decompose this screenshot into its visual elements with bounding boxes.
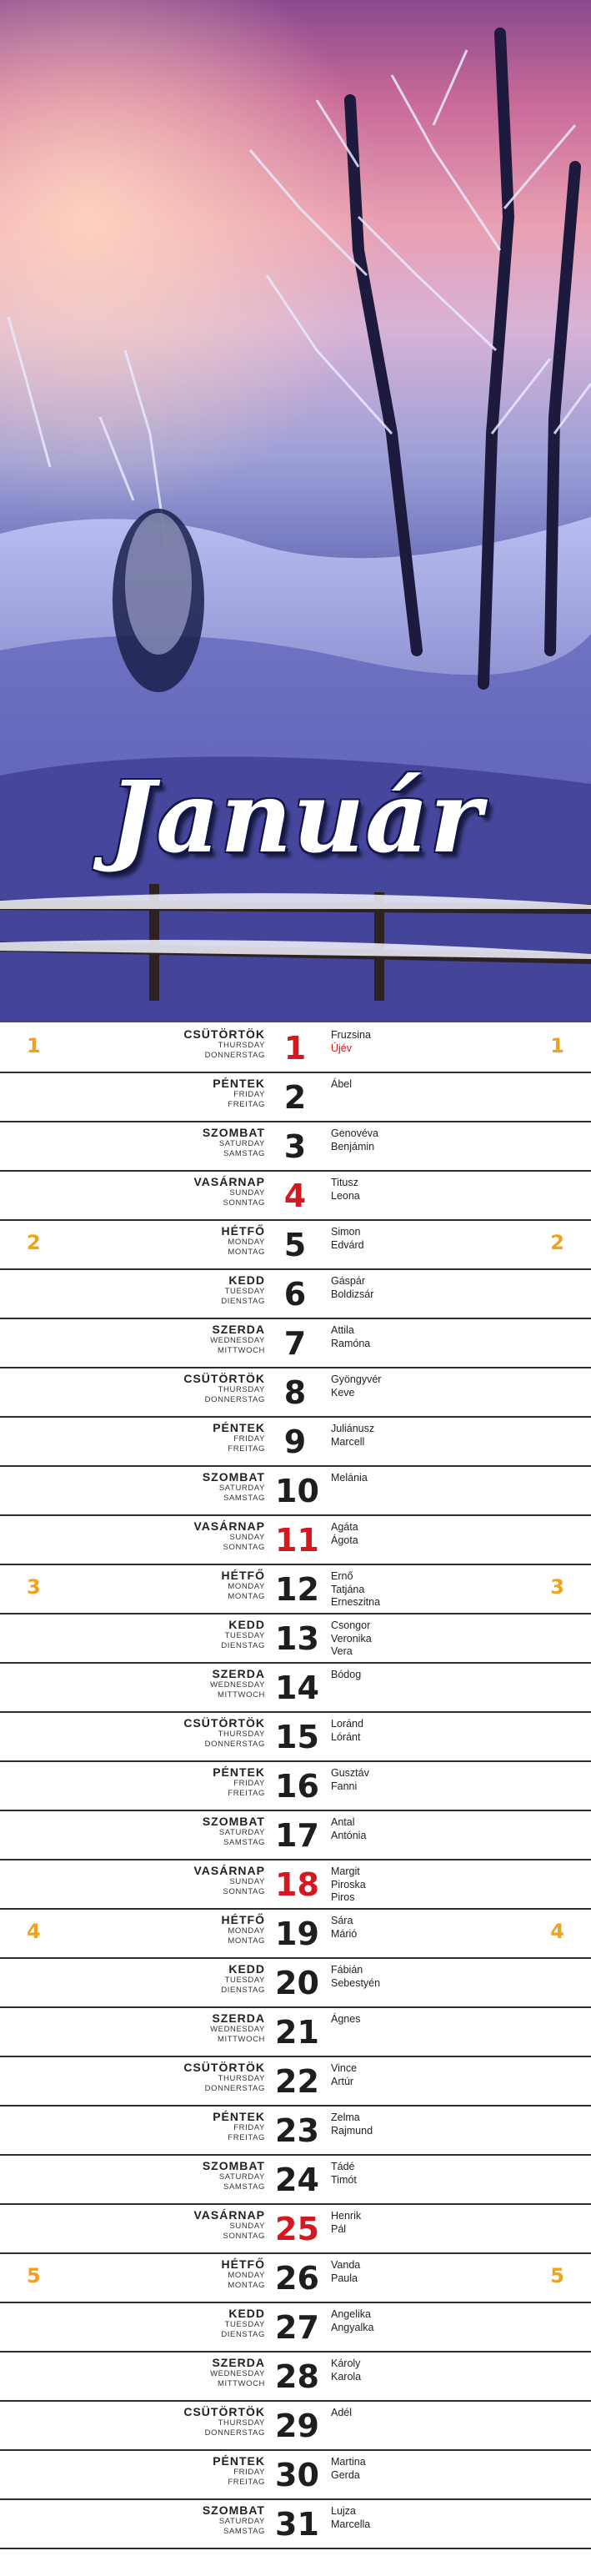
weekday-de: DIENSTAG (221, 1640, 265, 1650)
day-number: 5 (283, 1227, 307, 1263)
name-day: Boldizsár (331, 1288, 374, 1300)
weekday-de: SAMSTAG (223, 2182, 265, 2192)
day-row (0, 2254, 591, 2303)
day-number: 3 (283, 1128, 307, 1165)
day-row (0, 1762, 591, 1811)
day-number: 1 (283, 1030, 307, 1067)
winter-landscape-photo (0, 0, 591, 1022)
weekday-en: WEDNESDAY (210, 2369, 265, 2378)
weekday-hu: PÉNTEK (213, 1077, 265, 1090)
weekday-en: SATURDAY (218, 2172, 265, 2182)
day-row (0, 1664, 591, 1713)
name-days (331, 1915, 357, 1941)
week-number-left: 2 (27, 1231, 41, 1254)
day-row (0, 1024, 591, 1073)
week-number-right: 2 (550, 1231, 564, 1254)
name-day: Vince (331, 2062, 358, 2074)
name-days (331, 1816, 366, 1842)
weekday-de: FREITAG (228, 1788, 265, 1798)
week-number-left: 4 (27, 1920, 41, 1943)
name-day: Gusztáv (331, 1767, 369, 1779)
name-day: Vera (331, 1645, 353, 1657)
weekday-en: MONDAY (228, 2271, 265, 2280)
day-number: 24 (275, 2162, 319, 2198)
weekday-labels (193, 2209, 265, 2240)
weekday-hu: HÉTFŐ (221, 1224, 265, 1238)
weekday-hu: HÉTFŐ (221, 1913, 265, 1926)
weekday-labels (213, 1077, 265, 1108)
day-number: 11 (275, 1522, 319, 1559)
name-day: Ramóna (331, 1337, 371, 1349)
name-days (331, 1324, 370, 1350)
name-day: Ábel (331, 1078, 353, 1090)
weekday-hu: VASÁRNAP (193, 1864, 265, 1877)
day-row (0, 1122, 591, 1172)
day-number: 4 (283, 1178, 307, 1214)
week-number-left: 5 (27, 2264, 41, 2287)
weekday-en: THURSDAY (218, 2074, 265, 2083)
day-number: 21 (275, 2014, 319, 2051)
day-row (0, 1516, 591, 1565)
day-row (0, 1565, 591, 1614)
weekday-hu: PÉNTEK (213, 1421, 265, 1434)
day-number: 6 (283, 1276, 307, 1313)
weekday-labels (203, 2504, 265, 2535)
day-number: 18 (275, 1866, 319, 1903)
weekday-labels (203, 1815, 265, 1846)
weekday-de: SAMSTAG (223, 1837, 265, 1847)
day-row (0, 1073, 591, 1122)
weekday-labels (222, 1569, 265, 1600)
day-number: 31 (275, 2506, 319, 2543)
weekday-de: SONNTAG (223, 1198, 265, 1208)
weekday-de: SAMSTAG (223, 2526, 265, 2536)
weekday-hu: CSÜTÖRTÖK (183, 1027, 265, 1041)
weekday-labels (183, 1373, 265, 1403)
weekday-hu: KEDD (228, 1618, 265, 1631)
weekday-en: MONDAY (228, 1238, 265, 1247)
day-number: 13 (275, 1620, 319, 1657)
name-days (331, 1226, 364, 1252)
weekday-de: FREITAG (228, 1444, 265, 1454)
day-number: 8 (283, 1374, 307, 1411)
weekday-labels (221, 1274, 265, 1305)
weekday-en: WEDNESDAY (210, 1336, 265, 1345)
weekday-de: DONNERSTAG (204, 2428, 265, 2438)
week-number-right: 4 (550, 1920, 564, 1943)
weekday-hu: SZERDA (212, 1667, 265, 1680)
weekday-en: SATURDAY (218, 2517, 265, 2526)
week-number-left: 1 (27, 1034, 41, 1057)
name-day: Marcella (331, 2518, 371, 2530)
weekday-en: TUESDAY (224, 1287, 265, 1296)
name-day: Sára (331, 1915, 353, 1926)
weekday-de: SAMSTAG (223, 1493, 265, 1503)
weekday-de: MITTWOCH (217, 1690, 265, 1700)
weekday-de: DONNERSTAG (204, 1739, 265, 1749)
name-day: Ernő (331, 1570, 353, 1582)
day-row (0, 1418, 591, 1467)
name-day: Simon (331, 1226, 361, 1238)
name-days (331, 1472, 368, 1485)
weekday-en: WEDNESDAY (210, 1680, 265, 1690)
day-number: 23 (275, 2112, 319, 2149)
weekday-hu: SZERDA (212, 2011, 265, 2025)
day-row (0, 2353, 591, 2402)
day-row (0, 1172, 591, 1221)
name-days (331, 1570, 380, 1609)
weekday-hu: SZOMBAT (202, 2159, 265, 2172)
weekday-hu: KEDD (228, 2307, 265, 2320)
name-days (331, 2259, 360, 2285)
weekday-en: MONDAY (228, 1926, 265, 1936)
weekday-de: SONNTAG (223, 1886, 265, 1896)
weekday-hu: CSÜTÖRTÖK (183, 1716, 265, 1730)
name-day: Fruzsina (331, 1029, 371, 1041)
weekday-labels (221, 1963, 265, 1994)
name-days (331, 2112, 373, 2137)
weekday-de: MONTAG (228, 1936, 265, 1946)
weekday-en: TUESDAY (224, 1631, 265, 1640)
day-number: 22 (275, 2063, 319, 2100)
weekday-labels (222, 1225, 265, 1256)
weekday-en: TUESDAY (224, 2320, 265, 2329)
name-day: Adél (331, 2407, 353, 2418)
name-days (331, 1865, 366, 1905)
day-row (0, 1467, 591, 1516)
name-day: Csongor (331, 1619, 371, 1631)
day-number: 2 (283, 1079, 307, 1116)
weekday-hu: SZERDA (212, 2356, 265, 2369)
name-day: Lujza (331, 2505, 356, 2517)
weekday-de: MONTAG (228, 2280, 265, 2290)
weekday-labels (221, 1619, 265, 1650)
name-day: Genovéva (331, 1127, 378, 1139)
name-day: Karola (331, 2370, 362, 2383)
week-number-right: 1 (550, 1034, 564, 1057)
weekday-de: DONNERSTAG (204, 2083, 265, 2093)
weekday-en: SATURDAY (218, 1828, 265, 1837)
day-number: 27 (275, 2309, 319, 2346)
day-number: 30 (275, 2457, 319, 2493)
day-row (0, 2106, 591, 2156)
name-day: Attila (331, 1324, 354, 1336)
weekday-hu: PÉNTEK (213, 2110, 265, 2123)
weekday-de: DIENSTAG (221, 1985, 265, 1995)
weekday-en: SATURDAY (218, 1484, 265, 1493)
name-days (331, 2456, 366, 2482)
day-row (0, 2156, 591, 2205)
name-days (331, 2062, 357, 2088)
name-day: Rajmund (331, 2124, 373, 2137)
name-days (331, 2358, 361, 2383)
weekday-en: WEDNESDAY (210, 2025, 265, 2034)
day-row (0, 2057, 591, 2106)
name-day: Bódog (331, 1669, 362, 1680)
weekday-en: FRIDAY (233, 1779, 265, 1788)
weekday-en: FRIDAY (233, 2123, 265, 2132)
day-row (0, 1270, 591, 1319)
day-row (0, 2500, 591, 2549)
day-list (0, 1024, 591, 2549)
weekday-hu: HÉTFŐ (221, 2257, 265, 2271)
weekday-hu: SZOMBAT (202, 1815, 265, 1828)
name-day: Erneszitna (331, 1596, 381, 1608)
name-day: Agáta (331, 1521, 358, 1533)
weekday-en: SUNDAY (229, 1877, 265, 1886)
weekday-en: THURSDAY (218, 2418, 265, 2428)
weekday-hu: KEDD (228, 1962, 265, 1976)
name-day: Fanni (331, 1780, 358, 1792)
name-day: Zelma (331, 2112, 360, 2123)
name-days (331, 2210, 361, 2236)
name-days (331, 1619, 372, 1659)
weekday-labels (183, 1028, 265, 1059)
name-day: Gáspár (331, 1275, 365, 1287)
weekday-en: FRIDAY (233, 1434, 265, 1444)
weekday-de: FREITAG (228, 2132, 265, 2142)
day-number: 16 (275, 1768, 319, 1805)
weekday-de: MITTWOCH (217, 2378, 265, 2388)
name-day: Henrik (331, 2210, 362, 2222)
weekday-en: FRIDAY (233, 2468, 265, 2477)
day-number: 19 (275, 1916, 319, 1952)
name-day: Antónia (331, 1829, 367, 1841)
name-day: Tatjána (331, 1583, 365, 1595)
weekday-de: SONNTAG (223, 2231, 265, 2241)
weekday-hu: SZOMBAT (202, 1470, 265, 1484)
day-number: 10 (275, 1473, 319, 1509)
day-row (0, 1713, 591, 1762)
weekday-de: DONNERSTAG (204, 1050, 265, 1060)
weekday-de: FREITAG (228, 1099, 265, 1109)
name-day: Piroska (331, 1878, 366, 1891)
name-days (331, 2505, 370, 2531)
name-days (331, 1767, 369, 1793)
name-days (331, 1669, 361, 1682)
weekday-en: MONDAY (228, 1582, 265, 1591)
weekday-de: MONTAG (228, 1247, 265, 1257)
weekday-labels (203, 1471, 265, 1502)
name-day: Sebestyén (331, 1976, 381, 1989)
name-day: Piros (331, 1891, 355, 1903)
name-days (331, 1177, 360, 1203)
weekday-labels (183, 2406, 265, 2437)
name-day: Tádé (331, 2161, 355, 2172)
name-day: Károly (331, 2358, 361, 2369)
weekday-hu: VASÁRNAP (193, 1519, 265, 1533)
month-title: Január (108, 759, 483, 875)
name-day: Timót (331, 2173, 357, 2186)
name-day: Marcell (331, 1435, 365, 1448)
day-row (0, 2303, 591, 2353)
day-row (0, 2205, 591, 2254)
weekday-labels (213, 2455, 265, 2486)
name-day: Lóránt (331, 1730, 361, 1743)
weekday-labels (210, 2012, 265, 2043)
weekday-en: THURSDAY (218, 1041, 265, 1050)
weekday-labels (193, 1176, 265, 1207)
name-day: Juliánusz (331, 1423, 375, 1434)
day-row (0, 1614, 591, 1664)
name-days (331, 2013, 360, 2026)
weekday-de: DIENSTAG (221, 2329, 265, 2339)
day-number: 15 (275, 1719, 319, 1755)
day-number: 20 (275, 1965, 319, 2001)
weekday-de: MITTWOCH (217, 1345, 265, 1355)
weekday-labels (193, 1520, 265, 1551)
name-day: Gyöngyvér (331, 1373, 382, 1385)
day-row (0, 2008, 591, 2057)
weekday-labels (210, 1323, 265, 1354)
weekday-en: FRIDAY (233, 1090, 265, 1099)
name-days (331, 1078, 352, 1092)
weekday-hu: PÉNTEK (213, 1765, 265, 1779)
weekday-en: SUNDAY (229, 1188, 265, 1198)
weekday-hu: CSÜTÖRTÖK (183, 2061, 265, 2074)
name-day: Martina (331, 2456, 366, 2468)
name-day: Edvárd (331, 1238, 364, 1251)
name-day: Veronika (331, 1632, 372, 1645)
name-day: Antal (331, 1816, 355, 1828)
weekday-labels (210, 1668, 265, 1699)
weekday-hu: SZOMBAT (202, 1126, 265, 1139)
day-number: 9 (283, 1424, 307, 1460)
day-row (0, 2402, 591, 2451)
day-number: 14 (275, 1670, 319, 1706)
day-row (0, 1221, 591, 1270)
weekday-labels (213, 1766, 265, 1797)
weekday-labels (203, 2160, 265, 2191)
name-days (331, 1373, 381, 1399)
name-day: Ágnes (331, 2013, 361, 2025)
name-days (331, 2407, 352, 2420)
weekday-de: MITTWOCH (217, 2034, 265, 2044)
name-day: Loránd (331, 1718, 363, 1730)
name-day: Márió (331, 1927, 358, 1940)
name-days (331, 1127, 378, 1153)
day-row (0, 1319, 591, 1368)
day-row (0, 1811, 591, 1860)
name-day: Margit (331, 1865, 360, 1877)
day-row (0, 2451, 591, 2500)
day-row (0, 1368, 591, 1418)
weekday-hu: CSÜTÖRTÖK (183, 1372, 265, 1385)
name-day: Leona (331, 1189, 360, 1202)
name-day: Gerda (331, 2468, 360, 2481)
day-number: 17 (275, 1817, 319, 1854)
weekday-hu: VASÁRNAP (193, 2208, 265, 2222)
name-days (331, 1718, 363, 1744)
week-number-right: 3 (550, 1575, 564, 1599)
weekday-en: SATURDAY (218, 1139, 265, 1148)
day-number: 25 (275, 2211, 319, 2247)
weekday-en: THURSDAY (218, 1730, 265, 1739)
weekday-labels (183, 2061, 265, 2092)
weekday-en: SUNDAY (229, 1533, 265, 1542)
weekday-labels (213, 2111, 265, 2142)
name-days (331, 1964, 380, 1990)
weekday-de: MONTAG (228, 1591, 265, 1601)
day-number: 26 (275, 2260, 319, 2297)
weekday-de: DIENSTAG (221, 1296, 265, 1306)
name-day: Pál (331, 2222, 347, 2235)
name-day: Ágota (331, 1534, 358, 1546)
weekday-labels (203, 1127, 265, 1157)
weekday-labels (222, 2258, 265, 2289)
day-number: 12 (275, 1571, 319, 1608)
weekday-labels (183, 1717, 265, 1748)
name-days (331, 2161, 357, 2187)
weekday-labels (213, 1422, 265, 1453)
name-day: Titusz (331, 1177, 358, 1188)
day-number: 7 (283, 1325, 307, 1362)
weekday-labels (193, 1865, 265, 1896)
weekday-en: THURSDAY (218, 1385, 265, 1394)
name-days (331, 1029, 371, 1055)
name-day: Fábián (331, 1964, 363, 1976)
weekday-hu: SZOMBAT (202, 2503, 265, 2517)
weekday-de: SONNTAG (223, 1542, 265, 1552)
weekday-de: FREITAG (228, 2477, 265, 2487)
name-day: Artúr (331, 2075, 354, 2087)
week-number-right: 5 (550, 2264, 564, 2287)
name-day: Melánia (331, 1472, 368, 1484)
weekday-hu: KEDD (228, 1273, 265, 1287)
name-days (331, 1423, 374, 1449)
day-number: 28 (275, 2358, 319, 2395)
name-day: Angelika (331, 2308, 371, 2320)
weekday-labels (222, 1914, 265, 1945)
weekday-en: SUNDAY (229, 2222, 265, 2231)
holiday-label: Újév (331, 1042, 353, 1054)
name-day: Vanda (331, 2259, 361, 2271)
name-day: Angyalka (331, 2321, 374, 2333)
weekday-hu: PÉNTEK (213, 2454, 265, 2468)
weekday-en: TUESDAY (224, 1976, 265, 1985)
name-day: Benjámin (331, 1140, 375, 1152)
name-days (331, 1521, 358, 1547)
weekday-hu: HÉTFŐ (221, 1569, 265, 1582)
day-row (0, 1959, 591, 2008)
week-number-left: 3 (27, 1575, 41, 1599)
name-day: Keve (331, 1386, 355, 1398)
weekday-labels (221, 2307, 265, 2338)
day-row (0, 1860, 591, 1910)
weekday-labels (210, 2357, 265, 2388)
weekday-de: DONNERSTAG (204, 1394, 265, 1404)
name-days (331, 1275, 373, 1301)
day-row (0, 1910, 591, 1959)
day-number: 29 (275, 2408, 319, 2444)
weekday-hu: VASÁRNAP (193, 1175, 265, 1188)
weekday-de: SAMSTAG (223, 1148, 265, 1158)
weekday-hu: SZERDA (212, 1323, 265, 1336)
weekday-hu: CSÜTÖRTÖK (183, 2405, 265, 2418)
name-days (331, 2308, 373, 2334)
name-day: Paula (331, 2272, 358, 2284)
